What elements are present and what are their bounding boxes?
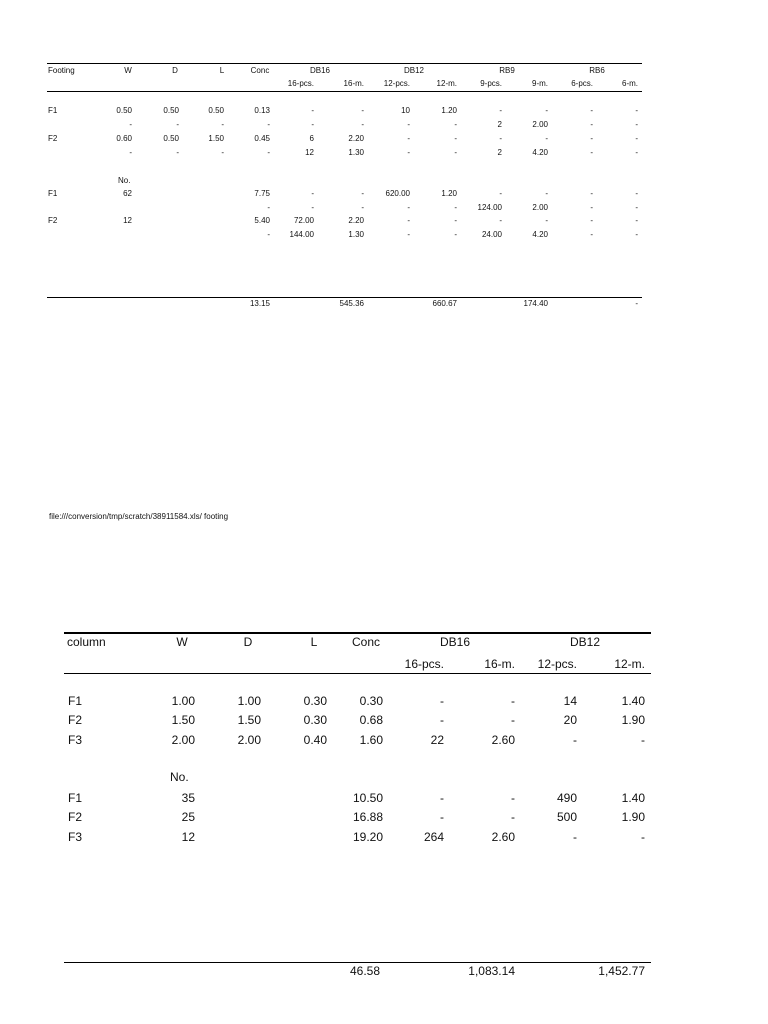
footing-header-rb9: RB9 — [499, 66, 515, 75]
footing-count-cell: - — [267, 203, 270, 212]
column-count-cell: - — [573, 830, 577, 844]
footing-cell: - — [221, 148, 224, 157]
column-cell: 20 — [563, 713, 577, 727]
column-count-cell: 1.90 — [621, 810, 645, 824]
column-total-db16: 1,083.14 — [468, 964, 515, 978]
column-cell: 1.60 — [359, 733, 383, 747]
column-cell: - — [440, 713, 444, 727]
footing-count-cell: 2.00 — [532, 203, 548, 212]
column-row-label: F2 — [68, 713, 83, 727]
column-top-rule — [64, 632, 651, 634]
footing-cell: - — [176, 148, 179, 157]
footing-count-cell: - — [590, 230, 593, 239]
footing-cell: 1.50 — [208, 134, 224, 143]
column-cell: 1.00 — [171, 694, 195, 708]
footing-count-cell: - — [311, 203, 314, 212]
column-header-db16: DB16 — [439, 635, 471, 649]
column-header-w: W — [176, 635, 188, 649]
footing-cell: - — [407, 120, 410, 129]
column-count-row-label: F2 — [68, 810, 83, 824]
footing-cell: 0.60 — [116, 134, 132, 143]
footing-cell: - — [635, 120, 638, 129]
column-row-label: F1 — [68, 694, 83, 708]
footing-header-rb6: RB6 — [589, 66, 605, 75]
column-cell: 0.30 — [359, 694, 383, 708]
footing-count-cell: 124.00 — [477, 203, 502, 212]
footing-cell: - — [590, 120, 593, 129]
column-header-label: column — [67, 635, 106, 649]
footing-count-cell: - — [454, 216, 457, 225]
footing-count-cell: - — [407, 216, 410, 225]
column-cell: 14 — [563, 694, 577, 708]
footing-count-cell: - — [499, 189, 502, 198]
footing-cell: 0.50 — [163, 134, 179, 143]
footing-cell: - — [311, 120, 314, 129]
footing-cell: 2.00 — [532, 120, 548, 129]
footing-cell: - — [454, 134, 457, 143]
footing-count-cell: - — [635, 189, 638, 198]
footing-cell: - — [267, 148, 270, 157]
column-sub-16m: 16-m. — [484, 657, 515, 671]
column-sub-16pcs: 16-pcs. — [404, 657, 444, 671]
footing-total-rule — [47, 297, 642, 298]
footing-count-cell: - — [635, 203, 638, 212]
footing-cell: 12 — [305, 148, 314, 157]
footing-count-cell: - — [454, 230, 457, 239]
column-row-label: F3 — [68, 733, 83, 747]
column-sub-12pcs: 12-pcs. — [537, 657, 577, 671]
footing-count-cell: 620.00 — [385, 189, 410, 198]
footing-count-cell: 24.00 — [481, 230, 502, 239]
column-cell: 0.30 — [303, 694, 327, 708]
column-count-cell: - — [440, 810, 444, 824]
column-count-cell: 19.20 — [352, 830, 383, 844]
footing-count-cell: - — [407, 203, 410, 212]
footing-cell: - — [129, 120, 132, 129]
footing-sub-9pcs: 9-pcs. — [480, 79, 502, 88]
footing-count-cell: - — [590, 189, 593, 198]
footing-count-cell: - — [311, 189, 314, 198]
footing-cell: - — [221, 120, 224, 129]
footing-cell: - — [129, 148, 132, 157]
column-cell: - — [440, 694, 444, 708]
column-total-conc: 46.58 — [349, 964, 380, 978]
column-cell: 2.00 — [237, 733, 261, 747]
column-header-rule — [64, 673, 651, 674]
footing-cell: - — [590, 106, 593, 115]
footing-sub-12pcs: 12-pcs. — [383, 79, 410, 88]
footing-count-cell: 1.20 — [441, 189, 457, 198]
column-cell: 1.90 — [621, 713, 645, 727]
footing-cell: - — [635, 148, 638, 157]
footing-cell: 4.20 — [532, 148, 548, 157]
footing-count-cell: - — [545, 189, 548, 198]
column-count-cell: 25 — [181, 810, 195, 824]
column-count-cell: 10.50 — [352, 791, 383, 805]
footing-cell: - — [635, 134, 638, 143]
column-cell: - — [641, 733, 645, 747]
column-cell: 0.30 — [303, 713, 327, 727]
footing-cell: 0.45 — [254, 134, 270, 143]
footing-count-cell: 1.30 — [348, 230, 364, 239]
footing-sub-16pcs: 16-pcs. — [287, 79, 314, 88]
footing-total-rb9: 174.40 — [523, 299, 548, 308]
footing-cell: 2 — [497, 120, 502, 129]
column-count-cell: - — [511, 810, 515, 824]
footing-count-cell: - — [635, 230, 638, 239]
column-header-l: L — [310, 635, 318, 649]
column-header-db12: DB12 — [569, 635, 601, 649]
column-cell: 1.50 — [171, 713, 195, 727]
footing-cell: - — [407, 134, 410, 143]
column-count-cell: 2.60 — [491, 830, 515, 844]
column-cell: 1.00 — [237, 694, 261, 708]
column-count-cell: 35 — [181, 791, 195, 805]
footing-header-w: W — [124, 66, 132, 75]
footing-header-label: Footing — [48, 66, 75, 75]
footing-total-rb6: - — [635, 299, 638, 308]
column-cell: 2.00 — [171, 733, 195, 747]
column-count-cell: - — [440, 791, 444, 805]
footing-cell: - — [407, 148, 410, 157]
footing-row-label: F2 — [48, 134, 58, 143]
footing-cell: - — [590, 134, 593, 143]
footing-cell: 0.50 — [163, 106, 179, 115]
footing-header-db12: DB12 — [403, 66, 424, 75]
footing-total-db12: 660.67 — [432, 299, 457, 308]
column-count-cell: 490 — [556, 791, 577, 805]
footing-sub-9m: 9-m. — [532, 79, 548, 88]
column-cell: 0.68 — [359, 713, 383, 727]
footing-header-l: L — [219, 66, 225, 75]
footing-count-row-label: F2 — [48, 216, 58, 225]
column-count-row-label: F1 — [68, 791, 83, 805]
footing-count-cell: - — [361, 203, 364, 212]
footing-count-cell: 72.00 — [293, 216, 314, 225]
footing-cell: - — [499, 106, 502, 115]
footing-cell: - — [361, 106, 364, 115]
footing-cell: - — [454, 120, 457, 129]
footing-cell: - — [176, 120, 179, 129]
column-total-rule — [64, 962, 651, 963]
footing-cell: - — [545, 134, 548, 143]
footing-count-cell: 5.40 — [254, 216, 270, 225]
footing-cell: - — [311, 106, 314, 115]
footing-count-cell: 7.75 — [254, 189, 270, 198]
footing-top-rule — [47, 63, 642, 64]
footing-cell: 2 — [497, 148, 502, 157]
footing-count-cell: - — [499, 216, 502, 225]
column-cell: 1.50 — [237, 713, 261, 727]
footing-sub-12m: 12-m. — [436, 79, 457, 88]
footing-cell: 0.50 — [116, 106, 132, 115]
footing-cell: 1.20 — [441, 106, 457, 115]
column-count-row-label: F3 — [68, 830, 83, 844]
footing-sub-16m: 16-m. — [343, 79, 364, 88]
footing-cell: 1.30 — [348, 148, 364, 157]
footing-count-cell: 12 — [123, 216, 132, 225]
column-count-cell: - — [511, 791, 515, 805]
footing-cell: - — [454, 148, 457, 157]
column-cell: - — [511, 694, 515, 708]
footing-total-db16: 545.36 — [339, 299, 364, 308]
footing-count-cell: - — [590, 203, 593, 212]
column-count-cell: - — [641, 830, 645, 844]
footing-row-label: F1 — [48, 106, 58, 115]
footing-cell: - — [361, 120, 364, 129]
column-header-conc: Conc — [351, 635, 380, 649]
column-count-cell: 264 — [423, 830, 444, 844]
footing-sub-6pcs: 6-pcs. — [571, 79, 593, 88]
footing-count-row-label: F1 — [48, 189, 58, 198]
column-cell: - — [573, 733, 577, 747]
footing-header-db16: DB16 — [309, 66, 330, 75]
footing-cell: 2.20 — [348, 134, 364, 143]
footing-count-cell: 4.20 — [532, 230, 548, 239]
footing-count-cell: - — [545, 216, 548, 225]
footing-count-cell: - — [361, 189, 364, 198]
column-count-cell: 1.40 — [621, 791, 645, 805]
footing-total-conc: 13.15 — [249, 299, 270, 308]
column-count-cell: 16.88 — [352, 810, 383, 824]
column-count-cell: 500 — [556, 810, 577, 824]
footing-cell: - — [635, 106, 638, 115]
footing-count-cell: - — [454, 203, 457, 212]
column-cell: 1.40 — [621, 694, 645, 708]
column-no-label: No. — [170, 770, 189, 784]
column-header-d: D — [243, 635, 253, 649]
footing-count-cell: - — [635, 216, 638, 225]
footing-header-d: D — [172, 66, 178, 75]
footing-count-cell: - — [267, 230, 270, 239]
column-count-cell: 12 — [181, 830, 195, 844]
footing-count-cell: 62 — [123, 189, 132, 198]
column-cell: - — [511, 713, 515, 727]
footing-cell: 6 — [309, 134, 314, 143]
footing-cell: - — [499, 134, 502, 143]
footing-header-rule — [47, 91, 642, 92]
footing-cell: 0.13 — [254, 106, 270, 115]
footing-count-cell: 144.00 — [289, 230, 314, 239]
footing-no-label: No. — [118, 176, 131, 185]
column-total-db12: 1,452.77 — [598, 964, 645, 978]
column-sub-12m: 12-m. — [614, 657, 645, 671]
footing-count-cell: 2.20 — [348, 216, 364, 225]
footing-count-cell: - — [407, 230, 410, 239]
column-cell: 0.40 — [303, 733, 327, 747]
footing-sub-6m: 6-m. — [622, 79, 638, 88]
footing-cell: 10 — [401, 106, 410, 115]
footing-cell: 0.50 — [208, 106, 224, 115]
column-cell: 2.60 — [491, 733, 515, 747]
column-cell: 22 — [430, 733, 444, 747]
footing-count-cell: - — [590, 216, 593, 225]
footing-cell: - — [590, 148, 593, 157]
footing-cell: - — [267, 120, 270, 129]
footing-cell: - — [545, 106, 548, 115]
footing-header-conc: Conc — [250, 66, 270, 75]
file-path-footer: file:///conversion/tmp/scratch/38911584.xls/ footing — [49, 512, 229, 521]
